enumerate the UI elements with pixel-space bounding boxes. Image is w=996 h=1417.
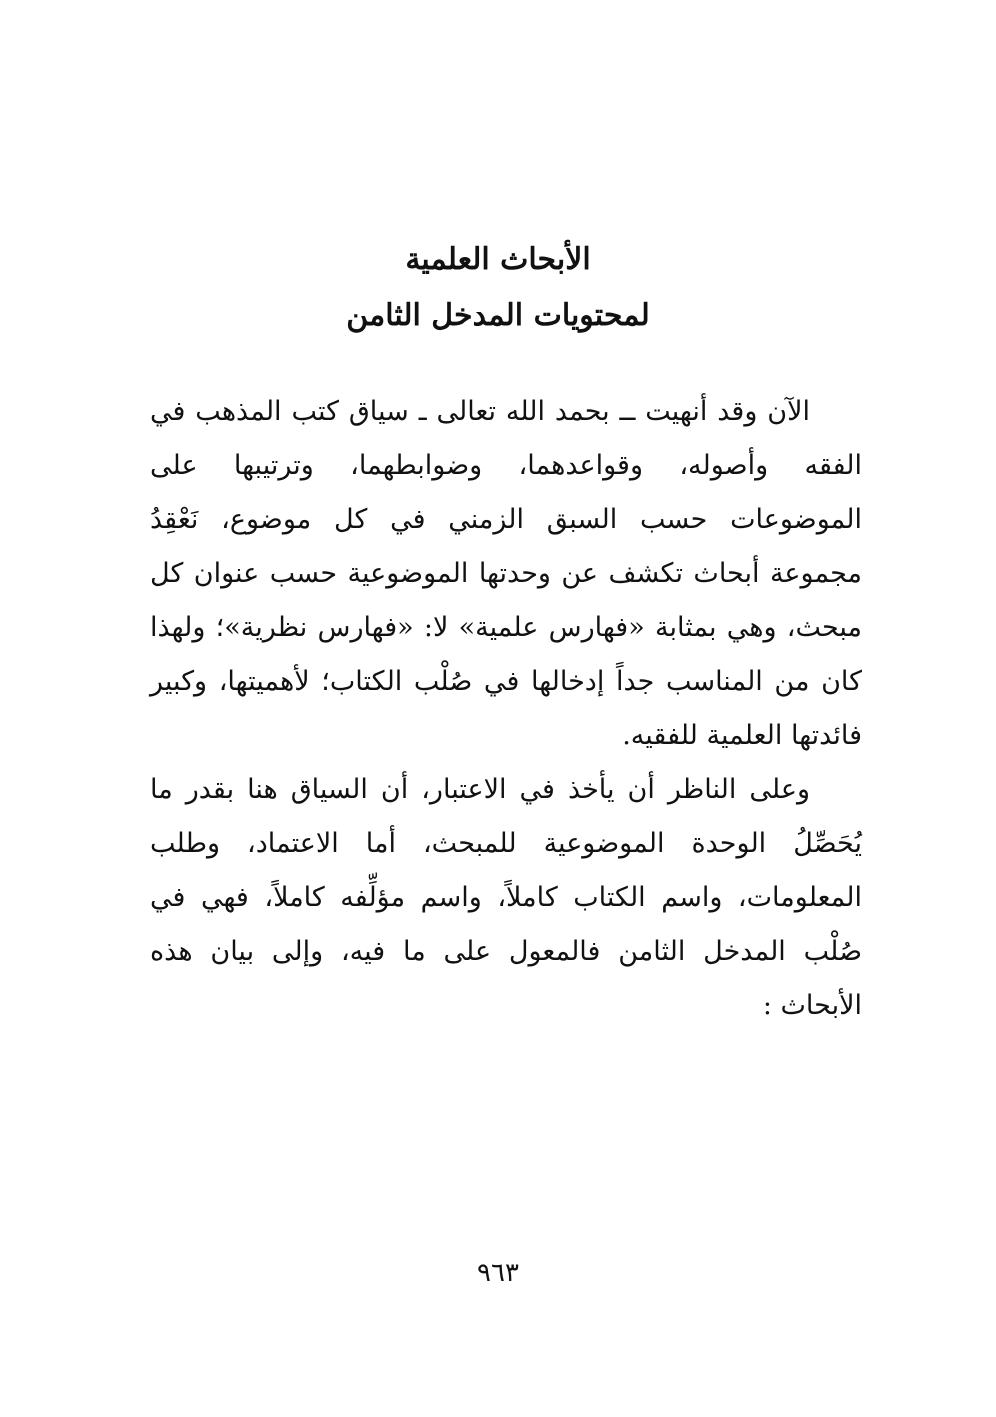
body-text	[150, 385, 862, 1033]
title-block	[0, 232, 996, 344]
paragraph-1: الآن وقد أنهيت ــ بحمد الله تعالى ـ سياق كتب المذهب في الفقه وأصوله، وقواعدهما، وضوابطهما، وترتيبها على الموضوعات حسب السبق الزمني في كل موضوع، نَعْقِدُ مجموعة أبحاث تكشف عن وحدتها الموضوعية حسب عنوان كل مبحث، وهي بمثابة «فهارس علمية» لا: «فهارس نظرية»؛ ولهذا كان من المناسب جداً إدخالها في صُلْب الكتاب؛ لأهميتها، وكبير فائدتها العلمية للفقيه.	[150, 396, 862, 751]
page-title: الأبحاث العلمية	[405, 242, 591, 277]
page-number: ٩٦٣	[477, 1258, 519, 1288]
paragraph-2: وعلى الناظر أن يأخذ في الاعتبار، أن السياق هنا بقدر ما يُحَصِّلُ الوحدة الموضوعية للمبحث، أما الاعتماد، وطلب المعلومات، واسم الكتاب كاملاً، واسم مؤلِّفه كاملاً، فهي في صُلْب المدخل الثامن فالمعول على ما فيه، وإلى بيان هذه الأبحاث :	[150, 774, 862, 1021]
page-subtitle: لمحتويات المدخل الثامن	[346, 298, 650, 333]
